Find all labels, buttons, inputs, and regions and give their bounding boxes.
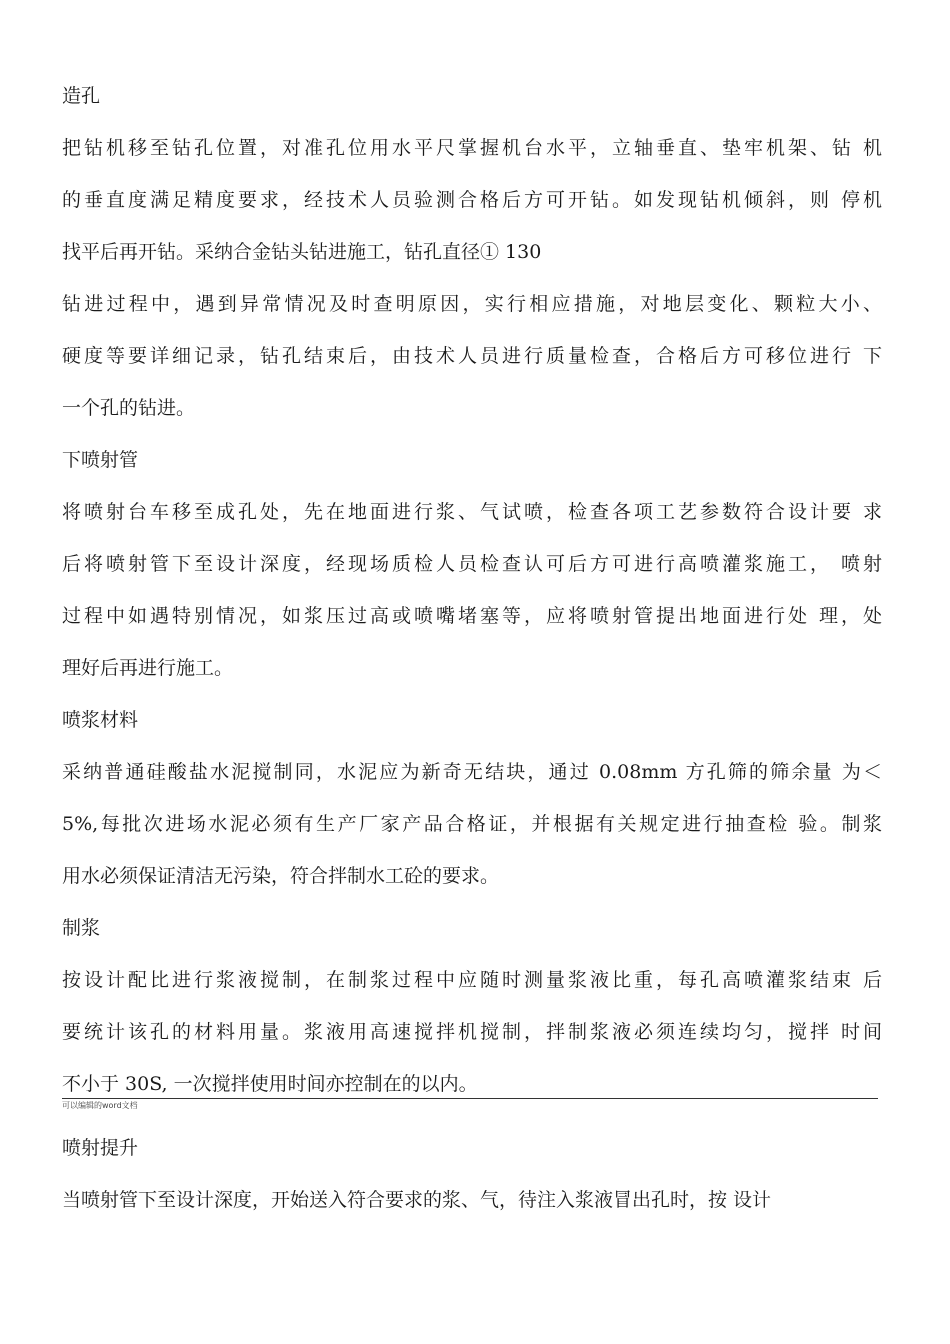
page-footer-note: 可以编辑的word文档	[62, 1101, 138, 1110]
paragraph-line: 按设计配比进行浆液搅制，在制浆过程中应随时测量浆液比重，每孔高喷灌浆结束 后	[62, 969, 882, 991]
paragraph-line: 要统计该孔的材料用量。浆液用高速搅拌机搅制，拌制浆液必须连续均匀，搅拌 时间	[62, 1021, 882, 1043]
heading-jet-lifting: 喷射提升	[62, 1137, 139, 1159]
heading-lower-jet-pipe: 下喷射管	[62, 449, 139, 471]
paragraph-line: 后将喷射管下至设计深度，经现场质检人员检查认可后方可进行高喷灌浆施工， 喷射	[62, 553, 882, 575]
paragraph-line: 将喷射台车移至成孔处，先在地面进行浆、气试喷，检查各项工艺参数符合设计要 求	[62, 501, 882, 523]
heading-grout-material: 喷浆材料	[62, 709, 139, 731]
paragraph-line: 不小于 30S, 一次搅拌使用时间亦控制在的以内。	[62, 1073, 478, 1095]
heading-grout-making: 制浆	[62, 917, 101, 939]
paragraph-line: 找平后再开钻。采纳合金钻头钻进施工，钻孔直径① 130	[62, 241, 542, 263]
paragraph-line: 的垂直度满足精度要求，经技术人员验测合格后方可开钻。如发现钻机倾斜，则 停机	[62, 189, 882, 211]
paragraph-line: 采纳普通硅酸盐水泥搅制同，水泥应为新奇无结块，通过 0.08mm 方孔筛的筛余量 为＜	[62, 761, 882, 783]
paragraph-line: 硬度等要详细记录，钻孔结束后，由技术人员进行质量检查，合格后方可移位进行 下	[62, 345, 882, 367]
paragraph-line: 当喷射管下至设计深度，开始送入符合要求的浆、气，待注入浆液冒出孔时，按 设计	[62, 1189, 772, 1211]
paragraph-line: 5%,每批次进场水泥必须有生产厂家产品合格证，并根据有关规定进行抽查检 验。制浆	[62, 813, 882, 835]
paragraph-line: 过程中如遇特别情况，如浆压过高或喷嘴堵塞等，应将喷射管提出地面进行处 理，处	[62, 605, 882, 627]
paragraph-line: 一个孔的钻进。	[62, 397, 196, 419]
page-footer-rule	[62, 1098, 878, 1099]
paragraph-line: 把钻机移至钻孔位置，对准孔位用水平尺掌握机台水平，立轴垂直、垫牢机架、钻 机	[62, 137, 882, 159]
paragraph-line: 用水必须保证清洁无污染，符合拌制水工砼的要求。	[62, 865, 500, 887]
heading-drilling: 造孔	[62, 85, 101, 107]
paragraph-line: 钻进过程中，遇到异常情况及时查明原因，实行相应措施，对地层变化、颗粒大小、	[62, 293, 882, 315]
paragraph-line: 理好后再进行施工。	[62, 657, 234, 679]
